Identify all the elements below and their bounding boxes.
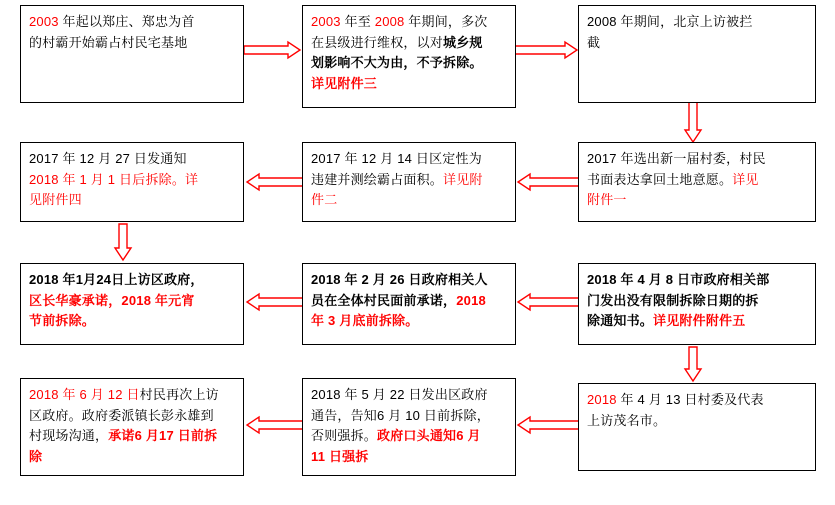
node-line: 2018 年 2 月 26 日政府相关人 [311,272,488,287]
node-2017-12-14-survey[interactable] [302,142,516,222]
node-line: 除 [29,448,43,464]
node-line: 2017 年 12 月 14 日区定性为 [311,151,482,166]
node-line: 2018 年 4 月 8 日市政府相关部 [587,272,770,287]
node-line: 门发出没有限制拆除日期的拆 [587,292,759,308]
node-line: 书面表达拿回土地意愿。详见 [587,171,759,187]
node-line: 村现场沟通，承诺6 月17 日前拆 [29,428,218,444]
node-line: 除通知书。详见附件附件五 [587,313,746,329]
node-line: 2017 年选出新一届村委，村民 [587,151,766,166]
arrow-n2-to-n3 [513,40,581,60]
node-line: 2018 年1月24日上访区政府， [29,272,204,287]
node-2018-02-26-promise[interactable] [302,263,516,345]
arrow-n1-to-n2 [242,40,304,60]
arrow-n9-to-n8 [512,292,582,312]
node-2018-05-22-announcement[interactable] [302,378,516,476]
node-line: 上访茂名市。 [587,412,667,428]
arrow-n9-to-n10 [683,345,705,385]
node-line: 2018 年 1 月 1 日后拆除。详 [29,171,199,187]
node-line: 2018 年 6 月 12 日村民再次上访 [29,387,219,402]
node-line: 违建并测绘霸占面积。详见附 [311,171,483,187]
arrow-n11-to-n12 [243,415,305,435]
node-2018-04-13-maoming-visit[interactable] [578,383,816,471]
node-line: 2017 年 12 月 27 日发通知 [29,151,187,166]
node-line: 2003 年起以郑庄、郑忠为首 [29,14,195,29]
node-2018-06-12-second-visit[interactable] [20,378,244,476]
node-line: 11 日强拆 [311,448,369,464]
node-line: 否则强拆。政府口头通知6 月 [311,428,481,444]
arrow-n8-to-n7 [243,292,305,312]
node-2017-new-village-committee[interactable] [578,142,816,222]
node-line: 员在全体村民面前承诺，2018 [311,292,486,308]
node-line: 节前拆除。 [29,313,96,329]
node-line: 2018 年 5 月 22 日发出区政府 [311,387,488,402]
node-line: 2008 年期间，北京上访被拦 [587,14,753,29]
node-line: 区长华豪承诺，2018 年元宵 [29,292,195,308]
node-2003-start[interactable] [20,5,244,103]
node-2003-2008-petition[interactable] [302,5,516,108]
arrow-n3-to-n4 [683,100,705,146]
node-2008-beijing-blocked[interactable] [578,5,816,103]
node-2018-01-24-district-visit[interactable] [20,263,244,345]
node-line: 的村霸开始霸占村民宅基地 [29,34,188,50]
node-line: 年 3 月底前拆除。 [311,313,419,329]
node-2018-04-08-city-notice[interactable] [578,263,816,345]
node-line: 通告，告知6 月 10 日前拆除， [311,407,490,423]
node-line: 2018 年 4 月 13 日村委及代表 [587,392,764,407]
node-line: 附件一 [587,192,627,208]
node-line: 区政府。政府委派镇长彭永雄到 [29,407,214,423]
arrow-n5-to-n6 [243,172,305,192]
node-line: 截 [587,34,601,50]
node-line: 详见附件三 [311,75,378,91]
node-line: 在县级进行维权，以对城乡规 [311,34,483,50]
arrow-n10-to-n11 [512,415,582,435]
node-2017-12-27-notice[interactable] [20,142,244,222]
node-line: 见附件四 [29,192,82,208]
node-line: 2003 年至 2008 年期间，多次 [311,14,488,29]
arrow-n4-to-n5 [512,172,582,192]
node-line: 件二 [311,192,338,208]
node-line: 划影响不大为由，不予拆除。 [311,55,483,71]
arrow-n6-to-n7 [113,222,135,264]
